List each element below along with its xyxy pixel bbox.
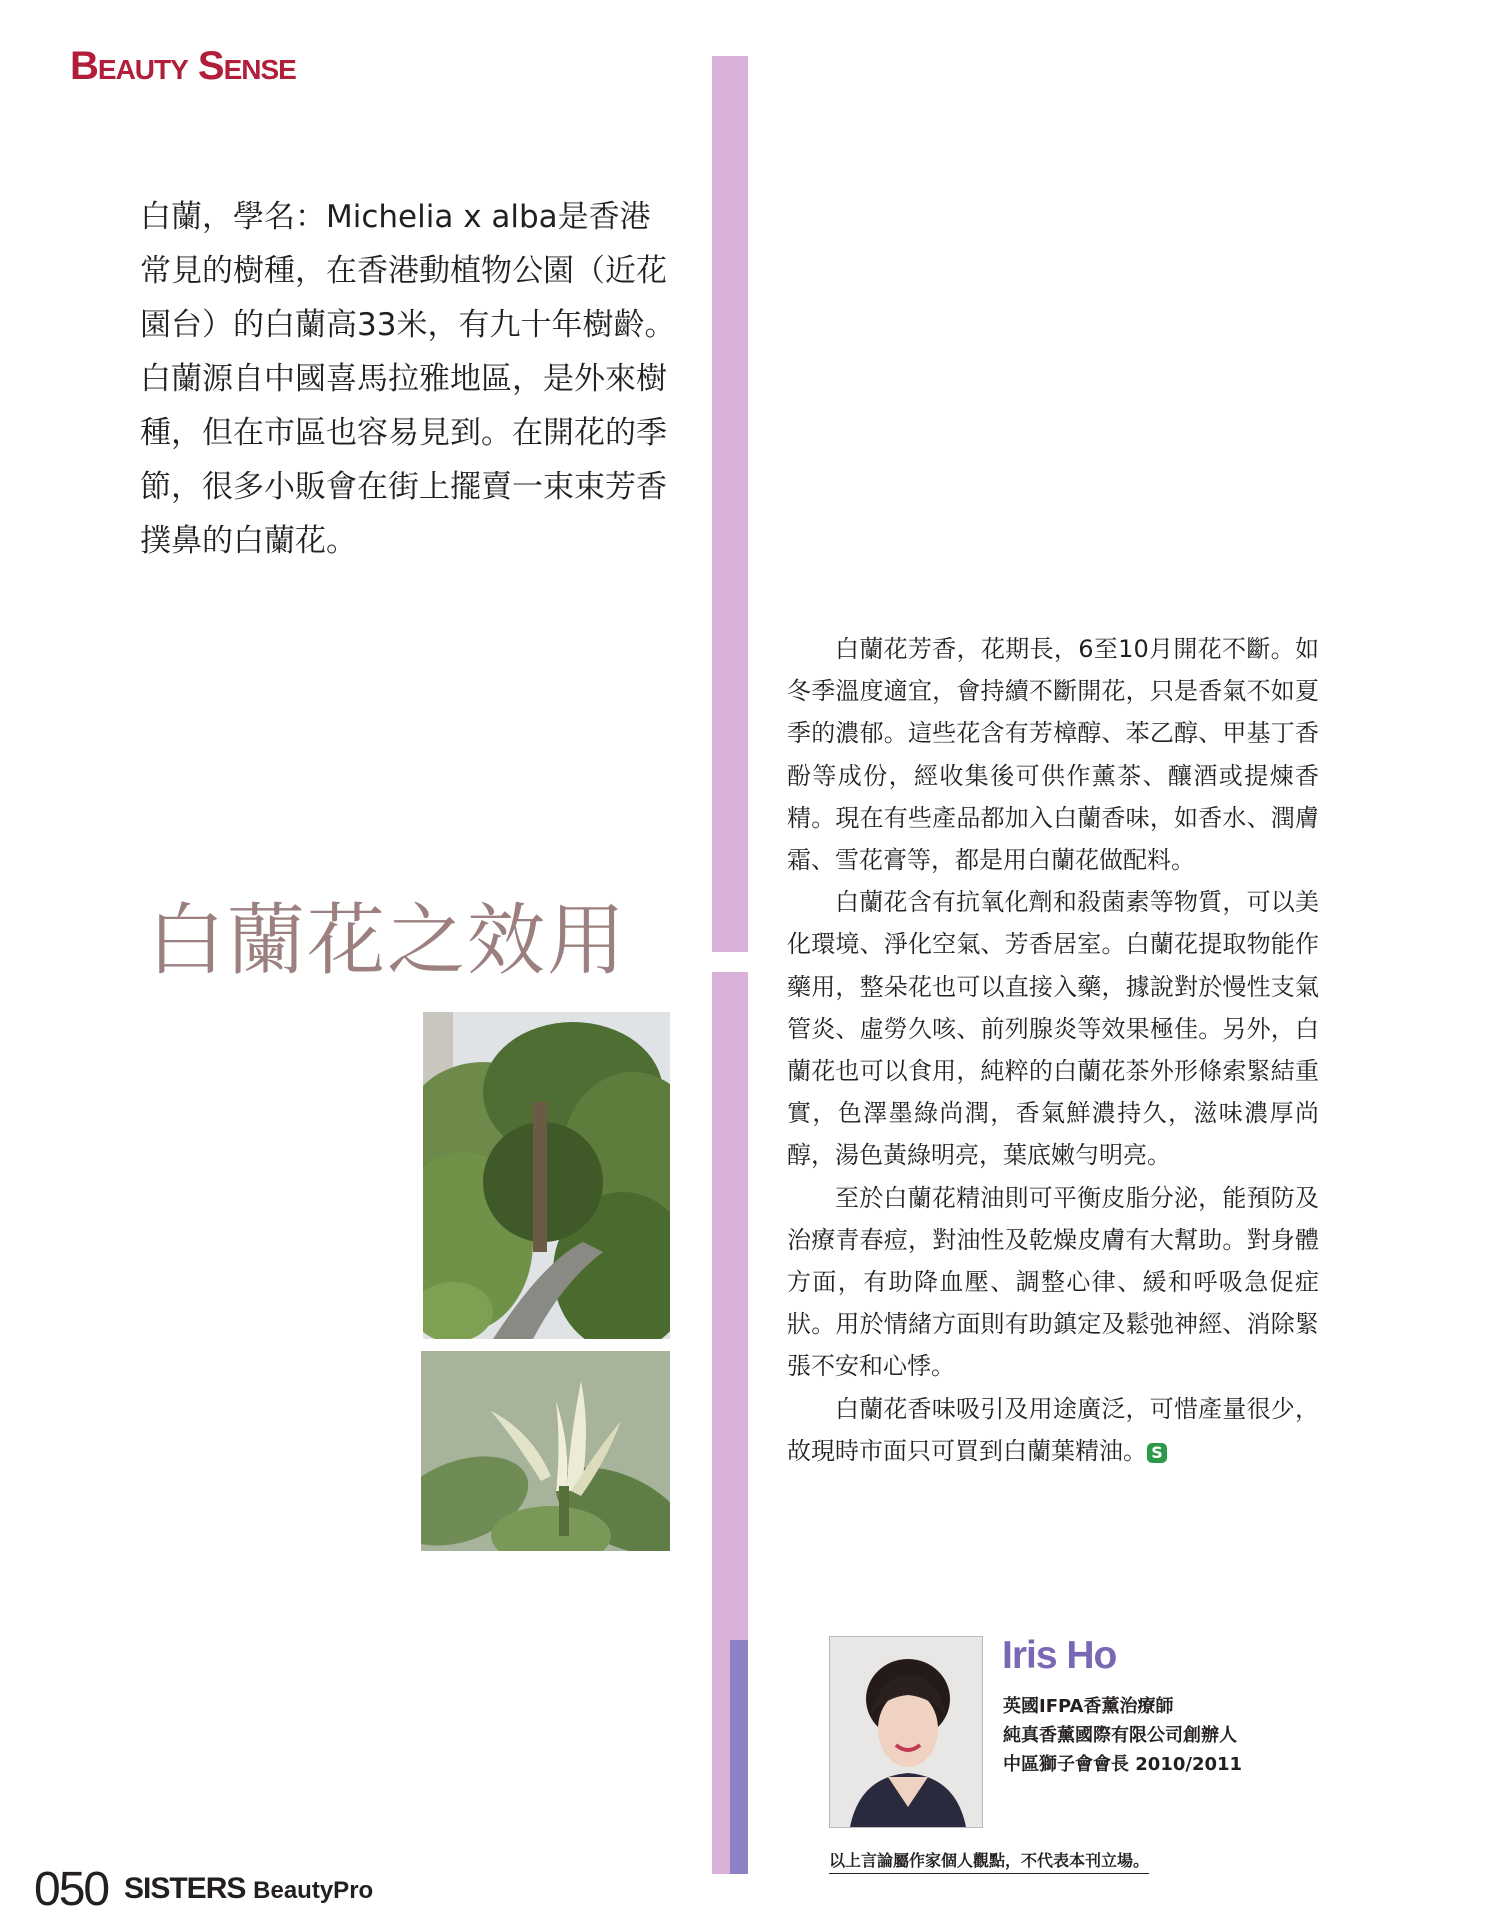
- brand-main: SISTERS: [124, 1872, 246, 1905]
- flower-photo-illustration: [421, 1351, 670, 1551]
- author-portrait: [829, 1636, 983, 1828]
- author-role-1: 英國IFPA香薰治療師: [1003, 1696, 1174, 1717]
- tree-photo-illustration: [423, 1012, 670, 1339]
- body-paragraph-3: 至於白蘭花精油則可平衡皮脂分泌，能預防及治療青春痘，對油性及乾燥皮膚有大幫助。對身體方面，有助降血壓、調整心律、緩和呼吸急促症狀。用於情緒方面則有助鎮定及鬆弛神經、消除緊張不安和心悸。: [787, 1183, 1319, 1381]
- author-portrait-illustration: [830, 1637, 982, 1827]
- body-paragraph-4-text: 白蘭花香味吸引及用途廣泛，可惜產量很少，故現時市面只可買到白蘭葉精油。: [787, 1394, 1319, 1465]
- brand-logo: [124, 1872, 373, 1906]
- tree-photo: [423, 1012, 670, 1339]
- author-role-2: 純真香薰國際有限公司創辦人: [1003, 1725, 1237, 1746]
- decorative-bar-accent: [730, 1640, 748, 1874]
- intro-paragraph: 白蘭，學名：Michelia x alba是香港 常見的樹種，在香港動植物公園（近花 園台）的白蘭高33米，有九十年樹齡。 白蘭源自中國喜馬拉雅地區，是外來樹 種，但在市區也容易見到。在開花的季 節，很多小販會在街上擺賣一束束芳香 撲鼻的白蘭花。: [140, 199, 676, 559]
- body-paragraph-4: [787, 1388, 1319, 1472]
- flower-photo: [421, 1351, 670, 1551]
- page-number: 050: [34, 1863, 109, 1916]
- decorative-bar-top: [712, 56, 748, 952]
- author-role-3: 中區獅子會會長 2010/2011: [1003, 1754, 1243, 1775]
- brand-sub: BeautyPro: [253, 1877, 374, 1904]
- disclaimer: 以上言論屬作家個人觀點，不代表本刊立場。: [829, 1848, 1149, 1874]
- article-body: [787, 628, 1319, 1472]
- article-heading: 白蘭花之效用: [147, 896, 628, 986]
- author-name: Iris Ho: [1002, 1634, 1117, 1677]
- section-title: Beauty Sense: [70, 44, 296, 88]
- body-paragraph-1: 白蘭花芳香，花期長，6至10月開花不斷。如冬季溫度適宜，會持續不斷開花，只是香氣不如夏季的濃郁。這些花含有芳樟醇、苯乙醇、甲基丁香酚等成份，經收集後可供作薰茶、釀酒或提煉香精。現在有些產品都加入白蘭香味，如香水、潤膚霜、雪花膏等，都是用白蘭花做配料。: [787, 635, 1319, 875]
- body-paragraph-2: 白蘭花含有抗氧化劑和殺菌素等物質，可以美化環境、淨化空氣、芳香居室。白蘭花提取物能作藥用，整朵花也可以直接入藥，據說對於慢性支氣管炎、虛勞久咳、前列腺炎等效果極佳。另外，白蘭花也可以食用，純粹的白蘭花茶外形條索緊結重實，色澤墨綠尚潤，香氣鮮濃持久，滋味濃厚尚醇，湯色黃綠明亮，葉底嫩勻明亮。: [787, 888, 1319, 1170]
- end-mark-icon: S: [1147, 1443, 1167, 1463]
